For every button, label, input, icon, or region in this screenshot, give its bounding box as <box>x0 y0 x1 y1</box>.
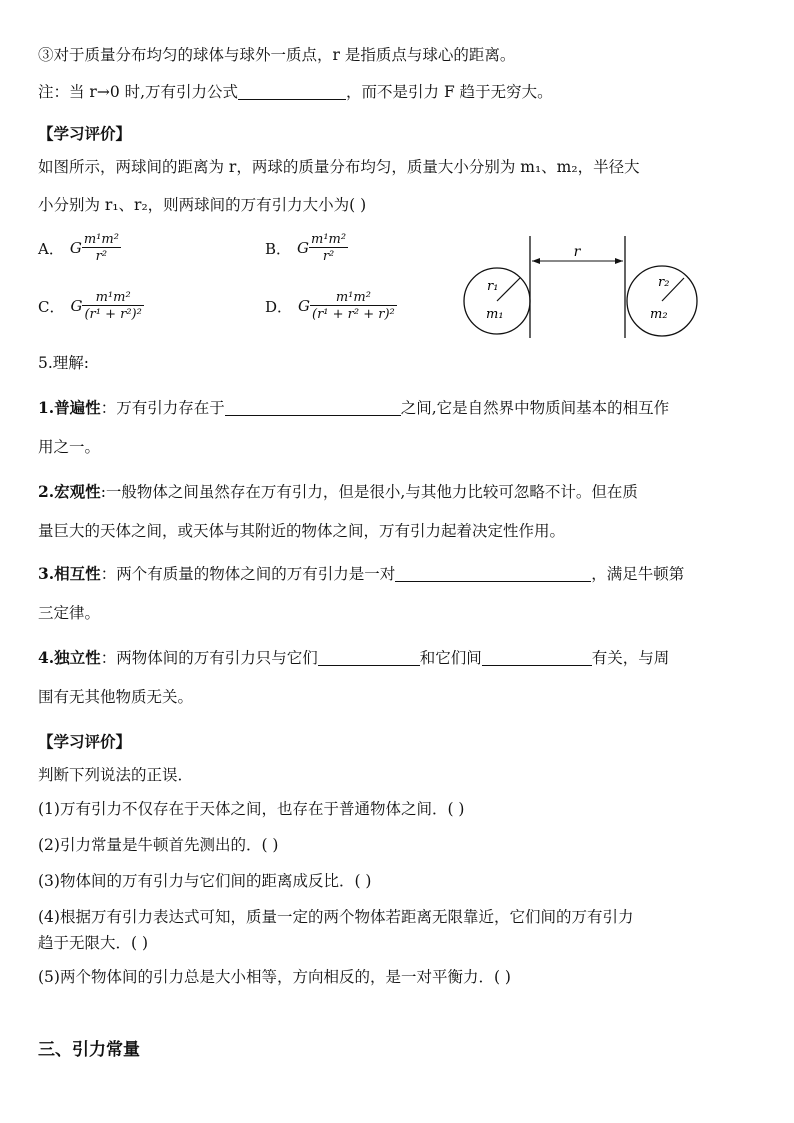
option-d-numerator: m¹m² <box>335 290 371 305</box>
distance-blank[interactable] <box>482 650 592 666</box>
p4-text-a: ：两物体间的万有引力只与它们 <box>100 649 318 667</box>
p2-line2: 量巨大的天体之间，或天体与其附近的物体之间，万有引力起着决定性作用。 <box>38 522 566 540</box>
arrow-head-right <box>615 258 623 264</box>
option-c-numerator: m¹m² <box>95 290 131 305</box>
option-a-denominator: r² <box>82 247 121 264</box>
g-symbol: G <box>298 297 311 315</box>
option-d[interactable] <box>265 290 397 322</box>
interaction-blank[interactable] <box>395 566 591 582</box>
g-symbol: G <box>70 297 83 315</box>
option-c-label: C． <box>38 297 65 316</box>
judge-item-5[interactable]: (5)两个物体间的引力总是大小相等，方向相反的，是一对平衡力．( ) <box>38 968 511 986</box>
note-prefix: 注：当 r→0 时,万有引力公式 <box>38 83 239 101</box>
option-a[interactable] <box>38 232 121 264</box>
p2-line1 <box>38 484 638 501</box>
distance-label: r <box>573 244 581 260</box>
g-symbol: G <box>69 239 82 257</box>
p3-text-a: ：两个有质量的物体之间的万有引力是一对 <box>100 565 396 583</box>
two-spheres-diagram <box>460 232 710 342</box>
judge-item-4-line2[interactable]: 趋于无限大．( ) <box>38 934 149 952</box>
p3-line1 <box>38 566 684 583</box>
formula-blank[interactable] <box>238 84 346 100</box>
judge-item-2[interactable]: (2)引力常量是牛顿首先测出的．( ) <box>38 836 279 854</box>
p1-line2: 用之一。 <box>38 438 101 456</box>
option-b[interactable] <box>265 232 348 264</box>
mass-1-label: m₁ <box>486 307 504 322</box>
p4-text-c: 有关，与周 <box>591 649 670 667</box>
p1-text-a: ：万有引力存在于 <box>100 399 225 417</box>
option-d-label: D． <box>265 297 293 316</box>
eval1-title: 【学习评价】 <box>38 124 132 143</box>
g-symbol: G <box>297 239 310 257</box>
p4-line1 <box>38 650 669 667</box>
judge-item-4-line1[interactable]: (4)根据万有引力表达式可知，质量一定的两个物体若距离无限靠近，它们间的万有引力 <box>38 908 634 926</box>
option-a-label: A． <box>38 239 64 258</box>
option-b-denominator: r² <box>309 247 348 264</box>
p3-line2: 三定律。 <box>38 604 101 622</box>
mass-2-label: m₂ <box>650 307 668 322</box>
radius-1-label: r₁ <box>487 279 499 294</box>
eval1-question-line1: 如图所示，两球间的距离为 r，两球的质量分布均匀，质量大小分别为 m₁、m₂，半径大 <box>38 158 640 176</box>
option-c-denominator: (r¹ + r²)² <box>84 307 142 322</box>
option-d-denominator: (r¹ + r² + r)² <box>312 307 395 322</box>
understanding-title: 5.理解: <box>38 354 90 372</box>
p3-label: 3.相互性 <box>38 564 101 583</box>
eval1-question-line2: 小分别为 r₁、r₂，则两球间的万有引力大小为( ) <box>38 196 367 214</box>
p4-line2: 围有无其他物质无关。 <box>38 688 194 706</box>
radius-1-line <box>497 278 520 301</box>
judge-item-1[interactable]: (1)万有引力不仅存在于天体之间，也存在于普通物体之间．( ) <box>38 800 465 818</box>
radius-2-label: r₂ <box>658 275 670 290</box>
option-c[interactable] <box>38 290 144 322</box>
option-b-label: B． <box>265 239 292 258</box>
item3-text: ③对于质量分布均匀的球体与球外一质点，r 是指质点与球心的距离。 <box>38 46 516 64</box>
section3-title: 三、引力常量 <box>38 1040 140 1060</box>
p3-text-b: ，满足牛顿第 <box>591 565 685 583</box>
p4-text-b: 和它们间 <box>419 649 482 667</box>
p1-text-b: 之间,它是自然界中物质间基本的相互作 <box>400 399 670 417</box>
p2-label: 2.宏观性 <box>38 482 101 501</box>
universality-blank[interactable] <box>225 400 401 416</box>
note-line <box>38 84 553 101</box>
arrow-head-left <box>532 258 540 264</box>
p1-line1 <box>38 400 669 417</box>
judge-item-3[interactable]: (3)物体间的万有引力与它们间的距离成反比．( ) <box>38 872 372 890</box>
note-suffix: ，而不是引力 F 趋于无穷大。 <box>346 83 553 101</box>
eval2-instruction: 判断下列说法的正误． <box>38 766 194 784</box>
p2-text-a: :一般物体之间虽然存在万有引力，但是很小,与其他力比较可忽略不计。但在质 <box>100 483 638 501</box>
option-a-numerator: m¹m² <box>83 232 119 247</box>
p4-label: 4.独立性 <box>38 648 101 667</box>
option-b-numerator: m¹m² <box>311 232 347 247</box>
mass-blank[interactable] <box>318 650 420 666</box>
p1-label: 1.普遍性 <box>38 398 101 417</box>
eval2-title: 【学习评价】 <box>38 732 132 751</box>
